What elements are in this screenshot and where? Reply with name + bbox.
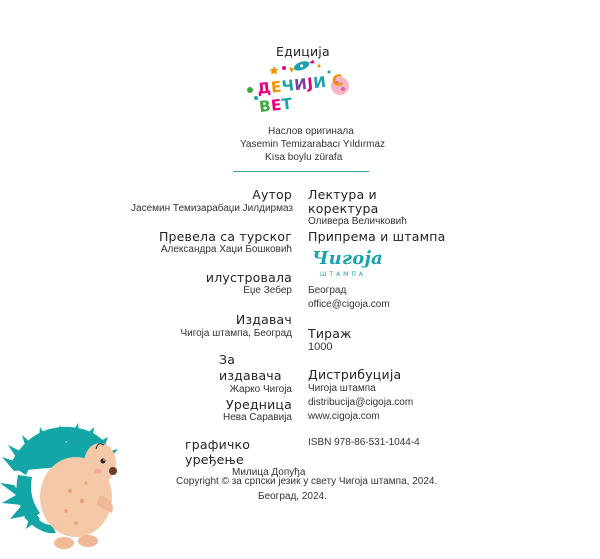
- website: www.cigoja.com: [308, 411, 380, 422]
- logo-letter: Т: [280, 94, 294, 114]
- place-year: Београд, 2024.: [258, 491, 327, 502]
- print-run-heading: Тираж: [308, 326, 352, 341]
- author-heading: Аутор: [252, 187, 292, 202]
- edition-label: Едиција: [276, 44, 330, 59]
- divider-line: [233, 171, 369, 172]
- publisher-name: Чигоја штампа, Београд: [180, 328, 292, 339]
- original-title-label: Наслов оригинала: [268, 126, 354, 137]
- copyright: Copyright © за српски језик у свету Чигоја штампа, 2024.: [176, 476, 438, 487]
- author-name: Јасемин Темизарабаџи Јилдирмаз: [131, 203, 293, 214]
- logo-letter: Е: [270, 95, 283, 115]
- print-heading: Припрема и штампа: [308, 229, 446, 244]
- publisher-heading: Издавач: [235, 312, 292, 327]
- hedgehog-foot: [54, 537, 74, 549]
- translator-heading: Превела са турског: [158, 229, 292, 244]
- proofreader-name: Оливера Величковић: [308, 216, 407, 227]
- proofreading-heading-1: Лектура и: [308, 187, 377, 202]
- publisher-logo-sub: ШТАМПА: [320, 271, 366, 278]
- logo-letter: Д: [256, 78, 273, 99]
- logo-letter: Ј: [306, 74, 315, 93]
- logo-letter: Ч: [280, 76, 296, 96]
- design-heading-1: графичко: [185, 437, 251, 452]
- logo-letter: И: [293, 74, 309, 95]
- series-logo: [244, 60, 354, 116]
- illustrator-name: Еџе Зебер: [243, 285, 292, 296]
- for-publisher-heading-2: издавача: [219, 368, 282, 383]
- distribution-email: distribucija@cigoja.com: [308, 397, 414, 408]
- for-publisher-name: Жарко Чигоја: [229, 384, 292, 395]
- hedgehog-eye: [101, 459, 106, 464]
- design-name: Милица Допуђа: [232, 467, 306, 478]
- original-title: Kısa boylu zürafa: [265, 152, 343, 163]
- isbn: ISBN 978-86-531-1044-4: [308, 437, 420, 448]
- office-email: office@cigoja.com: [308, 299, 390, 310]
- distribution-heading: Дистрибуција: [308, 367, 402, 382]
- logo-letter: Е: [270, 77, 283, 97]
- publisher-logo-name: Чигоја: [312, 248, 384, 269]
- logo-letter: В: [258, 96, 273, 116]
- logo-letter: С: [331, 71, 345, 91]
- logo-letter: И: [312, 72, 328, 93]
- hedgehog-face: [84, 443, 116, 483]
- proofreading-heading-2: коректура: [308, 201, 379, 216]
- hedgehog-nose: [109, 467, 117, 475]
- editor-heading: Уредница: [226, 397, 292, 412]
- distribution-name: Чигоја штампа: [308, 383, 376, 394]
- illustrator-heading: илустровала: [205, 270, 292, 285]
- print-run-value: 1000: [308, 341, 333, 353]
- translator-name: Александра Хаџи Бошковић: [160, 244, 292, 255]
- for-publisher-heading-1: За: [219, 352, 236, 367]
- publisher-logo: [308, 247, 386, 283]
- hedgehog-foot: [78, 535, 98, 547]
- city: Београд: [308, 285, 347, 296]
- design-heading-2: уређење: [185, 452, 244, 467]
- editor-name: Нева Саравија: [222, 412, 292, 423]
- original-author: Yasemin Temizarabacı Yıldırmaz: [240, 139, 386, 150]
- hedgehog-illustration: [0, 405, 150, 559]
